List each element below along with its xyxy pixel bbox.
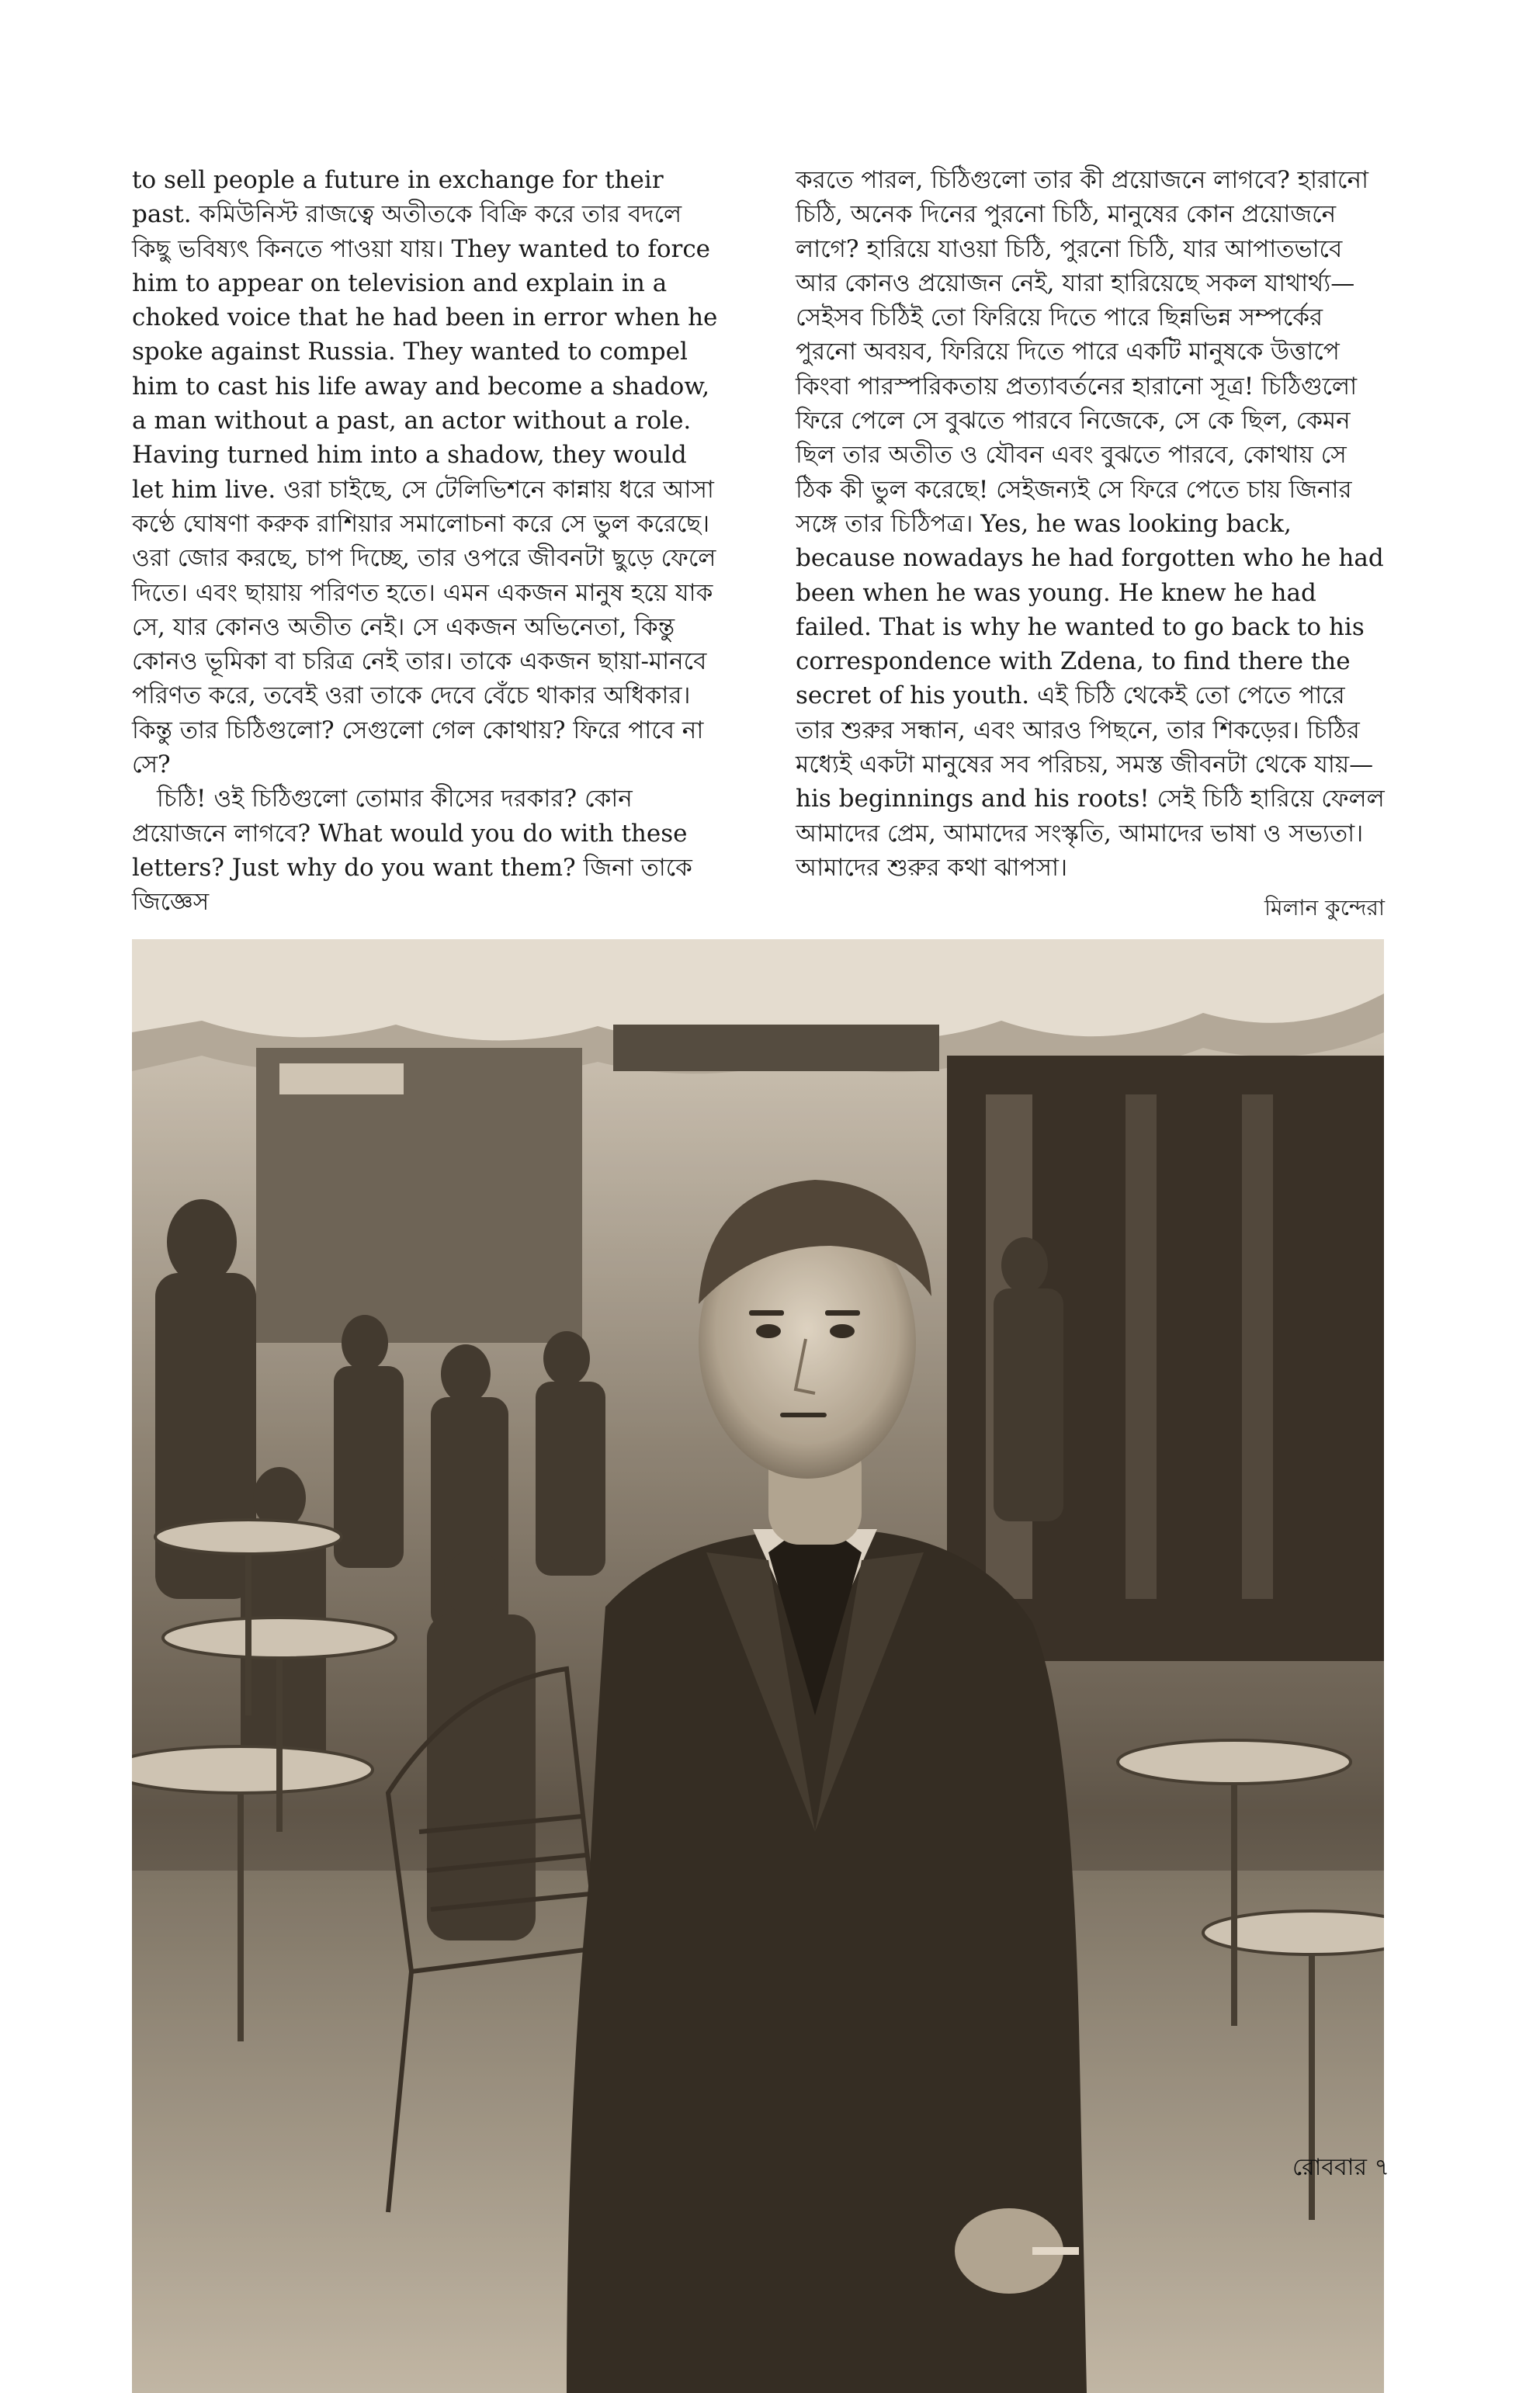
- left-paragraph-2: চিঠি! ওই চিঠিগুলো তোমার কীসের দরকার? কোন প্রয়োজনে লাগবে? What would you do with these letters? Just why do you want them? জিনা তাকে জিজ্ঞেস: [132, 785, 692, 917]
- photo: [132, 939, 1384, 2393]
- left-paragraph-1: to sell people a future in exchange for their past. কমিউনিস্ট রাজত্বে অতীতকে বিক্রি করে তার বদলে কিছু ভবিষ্যৎ কিনতে পাওয়া যায়। They wanted to force him to appear on television and explain in a choked voice that he had been in error when he spoke against Russia. They wanted to compel him to cast his life away and become a shadow, a man without a past, an actor without a role. Having turned him into a shadow, they would let him live. ওরা চাইছে, সে টেলিভিশনে কান্নায় ধরে আসা কণ্ঠে ঘোষণা করুক রাশিয়ার সমালোচনা করে সে ভুল করেছে। ওরা জোর করছে, চাপ দিচ্ছে, তার ওপরে জীবনটা ছুড়ে ফেলে দিতে। এবং ছায়ায় পরিণত হতে। এমন একজন মানুষ হয়ে যাক সে, যার কোনও অতীত নেই। সে একজন অভিনেতা, কিন্তু কোনও ভূমিকা বা চরিত্র নেই তার। তাকে একজন ছায়া-মানবে পরিণত করে, তবেই ওরা তাকে দেবে বেঁচে থাকার অধিকার। কিন্তু তার চিঠিগুলো? সেগুলো গেল কোথায়? ফিরে পাবে না সে?: [132, 166, 718, 779]
- right-text-column: [796, 163, 1386, 885]
- page-label: রোববার ৭: [1292, 2154, 1389, 2181]
- right-paragraph-1: করতে পারল, চিঠিগুলো তার কী প্রয়োজনে লাগবে? হারানো চিঠি, অনেক দিনের পুরনো চিঠি, মানুষের কোন প্রয়োজনে লাগে? হারিয়ে যাওয়া চিঠি, পুরনো চিঠি, যার আপাতভাবে আর কোনও প্রয়োজন নেই, যারা হারিয়েছে সকল যাথার্থ্য— সেইসব চিঠিই তো ফিরিয়ে দিতে পারে ছিন্নভিন্ন সম্পর্কের পুরনো অবয়ব, ফিরিয়ে দিতে পারে একটি মানুষকে উত্তাপে কিংবা পারস্পরিকতায় প্রত্যাবর্তনের হারানো সূত্র! চিঠিগুলো ফিরে পেলে সে বুঝতে পারবে নিজেকে, সে কে ছিল, কেমন ছিল তার অতীত ও যৌবন এবং বুঝতে পারবে, কোথায় সে ঠিক কী ভুল করেছে! সেইজন্যই সে ফিরে পেতে চায় জিনার সঙ্গে তার চিঠিপত্র। Yes, he was looking back, because nowadays he had forgotten who he had been when he was young. He knew he had failed. That is why he wanted to go back to his correspondence with Zdena, to find there the secret of his youth. এই চিঠি থেকেই তো পেতে পারে তার শুরুর সন্ধান, এবং আরও পিছনে, তার শিকড়ের। চিঠির মধ্যেই একটা মানুষের সব পরিচয়, সমস্ত জীবনটা থেকে যায়— his beginnings and his roots! সেই চিঠি হারিয়ে ফেলল আমাদের প্রেম, আমাদের সংস্কৃতি, আমাদের ভাষা ও সভ্যতা। আমাদের শুরুর কথা ঝাপসা।: [796, 166, 1385, 882]
- sepia-tint: [132, 939, 1384, 2393]
- left-text-column: [132, 163, 722, 920]
- photo-illustration: [132, 939, 1384, 2393]
- photo-caption: মিলান কুন্দেরা: [1264, 895, 1385, 921]
